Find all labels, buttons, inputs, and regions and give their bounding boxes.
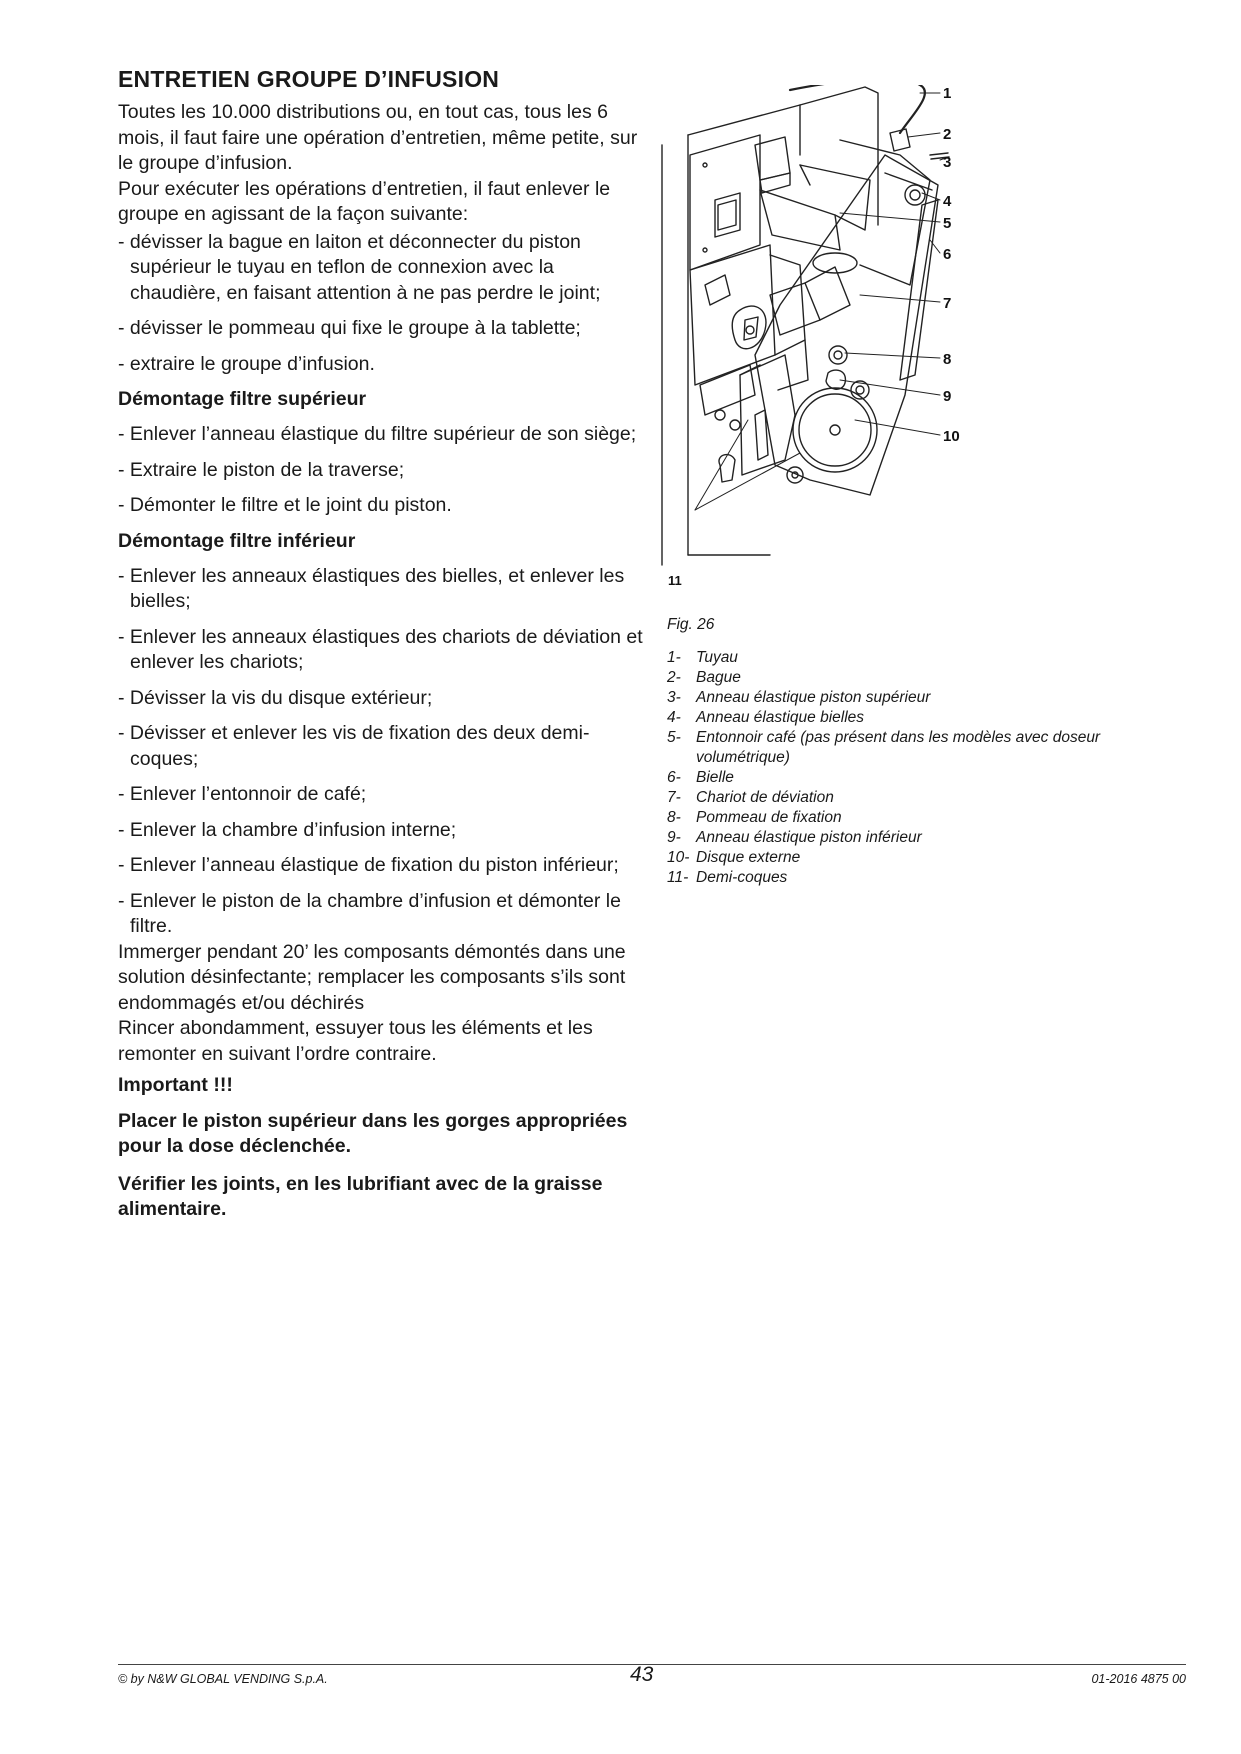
brewing-group-illustration [660, 85, 1100, 605]
figure-legend [667, 648, 1167, 888]
legend-item [667, 688, 1167, 708]
lower-filter-step: - Enlever les anneaux élastiques des bielles, et enlever les bielles; [118, 564, 625, 612]
legend-number: 8- [667, 809, 681, 826]
callout-5: 5 [943, 215, 952, 232]
callout-2: 2 [943, 126, 952, 143]
callout-7: 7 [943, 295, 952, 312]
legend-number: 11- [667, 869, 689, 886]
callout-6: 6 [943, 246, 952, 263]
legend-text: Bielle [696, 769, 734, 786]
lower-filter-step: - Enlever le piston de la chambre d’infusion et démonter le filtre. [118, 889, 621, 937]
lower-filter-step: - Enlever la chambre d’infusion interne; [118, 818, 457, 841]
legend-number: 4- [667, 709, 681, 726]
intro-paragraph: Toutes les 10.000 distributions ou, en tout cas, tous les 6 mois, il faut faire une opération d’entretien, même petite, sur le groupe d’infusion. [118, 101, 638, 174]
intro-paragraph-2: Pour exécuter les opérations d’entretien, il faut enlever le groupe en agissant de la façon suivante: [118, 177, 611, 225]
legend-text: Anneau élastique bielles [696, 709, 865, 726]
lower-filter-step: - Dévisser la vis du disque extérieur; [118, 686, 433, 709]
legend-number: 6- [667, 769, 681, 786]
upper-filter-step: - Démonter le filtre et le joint du piston. [118, 494, 452, 516]
legend-number: 1- [667, 649, 681, 666]
legend-number: 2- [667, 669, 681, 686]
lower-filter-step: - Dévisser et enlever les vis de fixation des deux demi-coques; [118, 722, 590, 770]
figure-caption: Fig. 26 [667, 616, 715, 633]
legend-item [667, 848, 1167, 868]
callout-1: 1 [943, 85, 952, 102]
immerse-paragraph: Immerger pendant 20’ les composants démontés dans une solution désinfectante; remplacer les composants s’ils sont endommagés et/ou déchirés [118, 940, 626, 1014]
important-note-piston: Placer le piston supérieur dans les gorges appropriées pour la dose déclenchée. [118, 1109, 628, 1157]
page-number: 43 [630, 1663, 654, 1686]
callout-4: 4 [943, 193, 952, 210]
lower-filter-step: - Enlever l’anneau élastique de fixation du piston inférieur; [118, 854, 619, 876]
legend-number: 5- [667, 729, 681, 746]
legend-number: 10- [667, 849, 690, 866]
callout-8: 8 [943, 351, 952, 368]
legend-number: 9- [667, 829, 681, 846]
brewing-group-figure [660, 85, 1100, 605]
legend-text: Tuyau [696, 649, 738, 666]
important-note-joints: Vérifier les joints, en les lubrifiant avec de la graisse alimentaire. [118, 1172, 603, 1220]
legend-text: Bague [696, 669, 741, 686]
legend-text: Anneau élastique piston supérieur [696, 689, 931, 706]
legend-item [667, 648, 1167, 668]
page-title: ENTRETIEN GROUPE D’INFUSION [118, 66, 500, 92]
footer-copyright: © by N&W GLOBAL VENDING S.p.A. [118, 1672, 328, 1686]
lower-filter-step: - Enlever l’entonnoir de café; [118, 783, 367, 805]
legend-item [667, 868, 1167, 888]
legend-number: 7- [667, 789, 681, 806]
upper-filter-step: - Enlever l’anneau élastique du filtre supérieur de son siège; [118, 423, 637, 445]
section-heading-lower-filter: Démontage filtre inférieur [118, 529, 356, 552]
legend-text: Entonnoir café (pas présent dans les modèles avec doseur volumétrique) [696, 729, 1101, 766]
legend-item [667, 668, 1167, 688]
removal-step: - dévisser le pommeau qui fixe le groupe à la tablette; [118, 317, 581, 339]
legend-text: Disque externe [696, 849, 801, 866]
legend-item [667, 808, 1167, 828]
legend-number: 3- [667, 689, 681, 706]
callout-11: 11 [668, 573, 682, 588]
lower-filter-step: - Enlever les anneaux élastiques des chariots de déviation et enlever les chariots; [118, 625, 643, 673]
important-label: Important !!! [118, 1074, 233, 1096]
upper-filter-step: - Extraire le piston de la traverse; [118, 458, 405, 481]
legend-item [667, 828, 1167, 848]
legend-item [667, 708, 1167, 728]
legend-item [667, 788, 1167, 808]
callout-3: 3 [943, 154, 952, 171]
legend-text: Anneau élastique piston inférieur [696, 829, 922, 846]
removal-step: - dévisser la bague en laiton et déconnecter du piston supérieur le tuyau en teflon de connexion avec la chaudière, en faisant attention à ne pas perdre le joint; [118, 230, 601, 304]
removal-step: - extraire le groupe d’infusion. [118, 352, 375, 375]
legend-text: Chariot de déviation [696, 789, 834, 806]
legend-item [667, 728, 1167, 768]
main-text-column [118, 64, 648, 1235]
callout-9: 9 [943, 388, 952, 405]
callout-10: 10 [943, 428, 960, 445]
legend-item [667, 768, 1167, 788]
section-heading-upper-filter: Démontage filtre supérieur [118, 388, 367, 410]
document-code: 01-2016 4875 00 [1091, 1672, 1186, 1686]
legend-text: Pommeau de fixation [696, 809, 842, 826]
legend-text: Demi-coques [696, 869, 788, 886]
rinse-paragraph: Rincer abondamment, essuyer tous les éléments et les remonter en suivant l’ordre contraire. [118, 1017, 593, 1065]
